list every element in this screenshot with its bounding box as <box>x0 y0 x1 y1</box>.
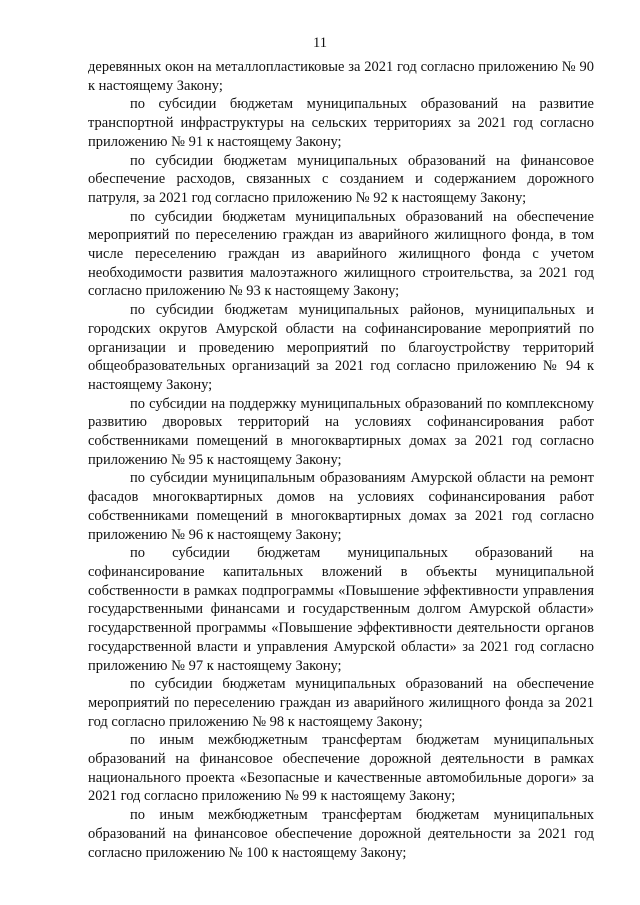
paragraph-7: по субсидии муниципальным образованиям Амурской области на ремонт фасадов многоквартирных домов на условиях софинансирования работ собственниками помещений в многоквартирных домах за 2021 год согласно приложению № 96 к настоящему Закону; <box>88 470 594 543</box>
document-body <box>88 58 594 862</box>
paragraph-5: по субсидии бюджетам муниципальных районов, муниципальных и городских округов Амурской области на софинансирование мероприятий по организации и проведению мероприятий по благоустройству территорий общеобразовательных организаций за 2021 год согласно приложению № 94 к настоящему Закону; <box>88 302 594 393</box>
paragraph-11: по иным межбюджетным трансфертам бюджетам муниципальных образований на финансовое обеспечение дорожной деятельности за 2021 год согласно приложению № 100 к настоящему Закону; <box>88 807 594 861</box>
paragraph-9: по субсидии бюджетам муниципальных образований на обеспечение мероприятий по переселению граждан из аварийного жилищного фонда за 2021 год согласно приложению № 98 к настоящему Закону; <box>88 676 594 730</box>
paragraph-10: по иным межбюджетным трансфертам бюджетам муниципальных образований на финансовое обеспечение дорожной деятельности в рамках национального проекта «Безопасные и качественные автомобильные дороги» за 2021 год согласно приложению № 99 к настоящему Закону; <box>88 732 594 805</box>
paragraph-4: по субсидии бюджетам муниципальных образований на обеспечение мероприятий по переселению граждан из аварийного жилищного фонда, в том числе переселению граждан из аварийного жилищного фонда с учетом необходимости развития малоэтажного жилищного строительства, за 2021 год согласно приложению № 93 к настоящему Закону; <box>88 208 594 300</box>
paragraph-8: по субсидии бюджетам муниципальных образований на софинансирование капитальных вложений в объекты муниципальной собственности в рамках подпрограммы «Повышение эффективности управления государственными финансами и государственным долгом Амурской области» государственной программы «Повышение эффективности деятельности органов государственной власти и управления Амурской области» за 2021 год согласно приложению № 97 к настоящему Закону; <box>88 545 594 674</box>
paragraph-2: по субсидии бюджетам муниципальных образований на развитие транспортной инфраструктуры на сельских территориях за 2021 год согласно приложению № 91 к настоящему Закону; <box>88 96 594 150</box>
paragraph-1: деревянных окон на металлопластиковые за 2021 год согласно приложению № 90 к настоящему Закону; <box>88 59 594 94</box>
paragraph-6: по субсидии на поддержку муниципальных образований по комплексному развитию дворовых территорий на условиях софинансирования работ собственниками помещений в многоквартирных домах за 2021 год согласно приложению № 95 к настоящему Закону; <box>88 395 594 468</box>
page-number: 11 <box>313 35 327 51</box>
paragraph-3: по субсидии бюджетам муниципальных образований на финансовое обеспечение расходов, связанных с созданием и содержанием дорожного патруля, за 2021 год согласно приложению № 92 к настоящему Закону; <box>88 152 594 206</box>
